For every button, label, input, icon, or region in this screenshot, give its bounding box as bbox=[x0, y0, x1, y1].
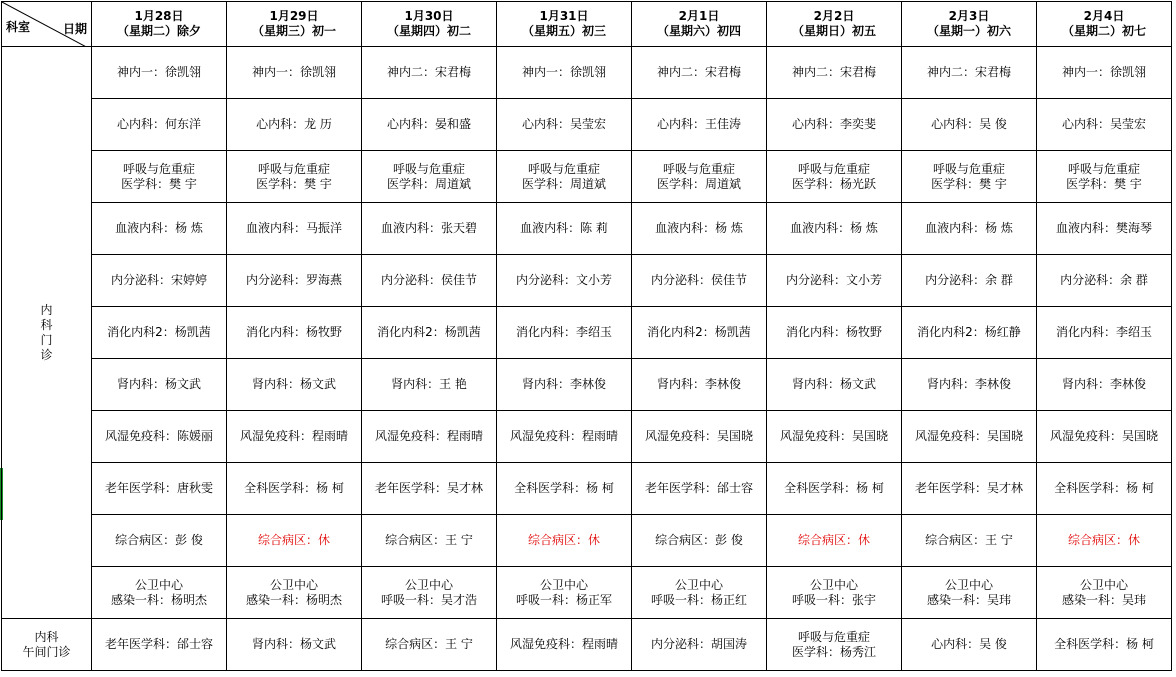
schedule-cell: 神内一：徐凯翎 bbox=[1037, 47, 1172, 99]
header-row bbox=[2, 2, 1172, 47]
schedule-cell bbox=[767, 567, 902, 619]
cell-line: 医学科：樊 宇 bbox=[1066, 176, 1142, 191]
cell-line: 公卫中心 bbox=[809, 577, 858, 592]
day-label: （星期日）初五 bbox=[791, 24, 876, 38]
schedule-cell: 血液内科：樊海琴 bbox=[1037, 203, 1172, 255]
schedule-row bbox=[2, 515, 1172, 567]
cell-line: 呼吸与危重症 bbox=[797, 629, 870, 644]
cell-line: 医学科：周道斌 bbox=[521, 176, 606, 191]
schedule-cell: 内分泌科：余 群 bbox=[902, 255, 1037, 307]
schedule-cell: 内分泌科：罗海燕 bbox=[227, 255, 362, 307]
schedule-row bbox=[2, 99, 1172, 151]
schedule-cell: 消化内科：杨牧野 bbox=[767, 307, 902, 359]
schedule-cell: 全科医学科：杨 柯 bbox=[1037, 619, 1172, 671]
schedule-cell: 肾内科：李林俊 bbox=[902, 359, 1037, 411]
date-header bbox=[632, 2, 767, 47]
cell-line: 公卫中心 bbox=[404, 577, 453, 592]
schedule-cell: 内分泌科：宋婷婷 bbox=[92, 255, 227, 307]
cell-line: 医学科：周道斌 bbox=[386, 176, 471, 191]
schedule-cell: 综合病区：王 宁 bbox=[362, 515, 497, 567]
schedule-cell: 消化内科：杨牧野 bbox=[227, 307, 362, 359]
schedule-cell: 全科医学科：杨 柯 bbox=[1037, 463, 1172, 515]
day-label: （星期六）初四 bbox=[656, 24, 741, 38]
schedule-cell: 神内二：宋君梅 bbox=[632, 47, 767, 99]
schedule-cell: 风湿免疫科：吴国晓 bbox=[902, 411, 1037, 463]
cell-line: 呼吸与危重症 bbox=[932, 161, 1005, 176]
schedule-cell bbox=[632, 151, 767, 203]
date-header bbox=[497, 2, 632, 47]
schedule-cell: 老年医学科：吴才林 bbox=[902, 463, 1037, 515]
schedule-cell: 综合病区：休 bbox=[227, 515, 362, 567]
schedule-cell: 心内科：吴 俊 bbox=[902, 99, 1037, 151]
cell-line: 呼吸与危重症 bbox=[392, 161, 465, 176]
dept-internal-label bbox=[2, 47, 92, 619]
schedule-cell: 消化内科2：杨凯茜 bbox=[632, 307, 767, 359]
schedule-cell: 风湿免疫科：吴国晓 bbox=[632, 411, 767, 463]
schedule-cell: 肾内科：李林俊 bbox=[632, 359, 767, 411]
schedule-cell: 肾内科：王 艳 bbox=[362, 359, 497, 411]
schedule-cell bbox=[92, 151, 227, 203]
schedule-cell: 综合病区：休 bbox=[1037, 515, 1172, 567]
cell-line: 呼吸与危重症 bbox=[797, 161, 870, 176]
schedule-cell: 消化内科2：杨红静 bbox=[902, 307, 1037, 359]
cell-line: 感染一科：吴玮 bbox=[1061, 592, 1146, 607]
schedule-cell: 内分泌科：文小芳 bbox=[497, 255, 632, 307]
schedule-cell: 神内二：宋君梅 bbox=[767, 47, 902, 99]
schedule-cell: 综合病区：王 宁 bbox=[902, 515, 1037, 567]
cell-line: 呼吸与危重症 bbox=[1067, 161, 1140, 176]
schedule-cell bbox=[362, 151, 497, 203]
schedule-cell: 心内科：晏和盛 bbox=[362, 99, 497, 151]
schedule-cell: 风湿免疫科：程雨晴 bbox=[497, 619, 632, 671]
schedule-cell bbox=[902, 567, 1037, 619]
cell-line: 医学科：樊 宇 bbox=[121, 176, 197, 191]
date-header bbox=[902, 2, 1037, 47]
dept-noon-line: 内科 bbox=[34, 629, 59, 644]
cell-line: 呼吸一科：张宇 bbox=[791, 592, 876, 607]
schedule-cell: 血液内科：杨 炼 bbox=[92, 203, 227, 255]
cell-line: 感染一科：杨明杰 bbox=[110, 592, 207, 607]
cell-line: 医学科：杨光跃 bbox=[791, 176, 876, 191]
schedule-cell: 肾内科：杨文武 bbox=[227, 619, 362, 671]
cell-line: 呼吸一科：杨正红 bbox=[650, 592, 747, 607]
cell-line: 公卫中心 bbox=[134, 577, 183, 592]
schedule-cell: 肾内科：杨文武 bbox=[767, 359, 902, 411]
schedule-cell: 血液内科：杨 炼 bbox=[902, 203, 1037, 255]
schedule-row bbox=[2, 47, 1172, 99]
schedule-row bbox=[2, 411, 1172, 463]
schedule-cell bbox=[1037, 151, 1172, 203]
schedule-cell bbox=[902, 151, 1037, 203]
noon-row bbox=[2, 619, 1172, 671]
date-header bbox=[362, 2, 497, 47]
schedule-cell: 风湿免疫科：吴国晓 bbox=[1037, 411, 1172, 463]
cell-line: 医学科：樊 宇 bbox=[256, 176, 332, 191]
schedule-cell: 全科医学科：杨 柯 bbox=[767, 463, 902, 515]
schedule-row bbox=[2, 203, 1172, 255]
schedule-row bbox=[2, 463, 1172, 515]
schedule-cell: 血液内科：陈 莉 bbox=[497, 203, 632, 255]
schedule-cell: 老年医学科：唐秋雯 bbox=[92, 463, 227, 515]
schedule-cell: 风湿免疫科：程雨晴 bbox=[362, 411, 497, 463]
dept-noon-label bbox=[2, 619, 92, 671]
date-header bbox=[1037, 2, 1172, 47]
cell-line: 呼吸一科：吴才浩 bbox=[380, 592, 477, 607]
dept-noon-line: 午间门诊 bbox=[22, 644, 71, 659]
schedule-cell bbox=[227, 567, 362, 619]
schedule-cell bbox=[767, 619, 902, 671]
cell-line: 公卫中心 bbox=[539, 577, 588, 592]
cell-line: 呼吸与危重症 bbox=[257, 161, 330, 176]
schedule-cell: 心内科：李奕斐 bbox=[767, 99, 902, 151]
schedule-cell: 血液内科：马振洋 bbox=[227, 203, 362, 255]
schedule-cell: 老年医学科：邰士容 bbox=[632, 463, 767, 515]
schedule-cell: 综合病区：王 宁 bbox=[362, 619, 497, 671]
schedule-row bbox=[2, 307, 1172, 359]
schedule-cell: 神内二：宋君梅 bbox=[902, 47, 1037, 99]
corner-cell bbox=[2, 2, 92, 47]
date-header bbox=[92, 2, 227, 47]
schedule-cell: 内分泌科：余 群 bbox=[1037, 255, 1172, 307]
schedule-cell: 心内科：吴 俊 bbox=[902, 619, 1037, 671]
schedule-cell: 心内科：吴莹宏 bbox=[1037, 99, 1172, 151]
cell-line: 医学科：周道斌 bbox=[656, 176, 741, 191]
schedule-cell bbox=[1037, 567, 1172, 619]
cell-line: 公卫中心 bbox=[1079, 577, 1128, 592]
schedule-cell: 血液内科：杨 炼 bbox=[632, 203, 767, 255]
schedule-cell: 心内科：王佳涛 bbox=[632, 99, 767, 151]
schedule-cell: 肾内科：杨文武 bbox=[92, 359, 227, 411]
schedule-cell: 内分泌科：侯佳节 bbox=[362, 255, 497, 307]
schedule-cell: 内分泌科：侯佳节 bbox=[632, 255, 767, 307]
schedule-cell bbox=[497, 567, 632, 619]
schedule-cell: 血液内科：张天碧 bbox=[362, 203, 497, 255]
schedule-cell: 神内二：宋君梅 bbox=[362, 47, 497, 99]
schedule-cell bbox=[227, 151, 362, 203]
schedule-cell: 心内科：何东洋 bbox=[92, 99, 227, 151]
date-label: 2月2日 bbox=[813, 9, 855, 23]
schedule-cell bbox=[362, 567, 497, 619]
schedule-cell: 血液内科：杨 炼 bbox=[767, 203, 902, 255]
date-label: 2月3日 bbox=[948, 9, 990, 23]
cell-line: 感染一科：杨明杰 bbox=[245, 592, 342, 607]
cell-line: 医学科：杨秀江 bbox=[791, 644, 876, 659]
cell-line: 公卫中心 bbox=[944, 577, 993, 592]
day-label: （星期二）除夕 bbox=[116, 24, 201, 38]
date-label: 2月4日 bbox=[1083, 9, 1125, 23]
schedule-cell: 神内一：徐凯翎 bbox=[227, 47, 362, 99]
schedule-cell: 心内科：龙 历 bbox=[227, 99, 362, 151]
cell-line: 呼吸与危重症 bbox=[122, 161, 195, 176]
dept-internal-text: 内科门诊 bbox=[40, 302, 53, 362]
schedule-cell: 全科医学科：杨 柯 bbox=[227, 463, 362, 515]
schedule-row bbox=[2, 151, 1172, 203]
schedule-cell: 肾内科：李林俊 bbox=[497, 359, 632, 411]
cell-line: 医学科：樊 宇 bbox=[931, 176, 1007, 191]
schedule-cell: 老年医学科：邰士容 bbox=[92, 619, 227, 671]
date-header bbox=[227, 2, 362, 47]
cell-line: 公卫中心 bbox=[269, 577, 318, 592]
date-label: 1月29日 bbox=[269, 9, 319, 23]
schedule-row bbox=[2, 567, 1172, 619]
day-label: （星期三）初一 bbox=[251, 24, 336, 38]
cell-line: 呼吸与危重症 bbox=[662, 161, 735, 176]
schedule-cell bbox=[92, 567, 227, 619]
schedule-cell: 老年医学科：吴才林 bbox=[362, 463, 497, 515]
schedule-cell: 神内一：徐凯翎 bbox=[497, 47, 632, 99]
schedule-row bbox=[2, 359, 1172, 411]
corner-date-label: 日期 bbox=[62, 22, 87, 36]
schedule-cell: 肾内科：杨文武 bbox=[227, 359, 362, 411]
schedule-cell: 综合病区：休 bbox=[767, 515, 902, 567]
date-header bbox=[767, 2, 902, 47]
schedule-cell: 肾内科：李林俊 bbox=[1037, 359, 1172, 411]
schedule-cell bbox=[632, 567, 767, 619]
schedule-cell: 风湿免疫科：程雨晴 bbox=[227, 411, 362, 463]
cell-line: 公卫中心 bbox=[674, 577, 723, 592]
schedule-cell: 消化内科2：杨凯茜 bbox=[362, 307, 497, 359]
schedule-cell: 心内科：吴莹宏 bbox=[497, 99, 632, 151]
cell-line: 呼吸与危重症 bbox=[527, 161, 600, 176]
corner-dept-label: 科室 bbox=[6, 20, 31, 34]
schedule-cell: 综合病区：彭 俊 bbox=[632, 515, 767, 567]
schedule-cell: 风湿免疫科：陈媛丽 bbox=[92, 411, 227, 463]
schedule-cell: 消化内科：李绍玉 bbox=[1037, 307, 1172, 359]
date-label: 2月1日 bbox=[678, 9, 720, 23]
schedule-cell: 全科医学科：杨 柯 bbox=[497, 463, 632, 515]
day-label: （星期一）初六 bbox=[926, 24, 1011, 38]
schedule-cell: 综合病区：休 bbox=[497, 515, 632, 567]
cell-line: 呼吸一科：杨正军 bbox=[515, 592, 612, 607]
day-label: （星期二）初七 bbox=[1061, 24, 1146, 38]
schedule-cell bbox=[497, 151, 632, 203]
date-label: 1月31日 bbox=[539, 9, 589, 23]
schedule-cell bbox=[767, 151, 902, 203]
schedule-cell: 消化内科2：杨凯茜 bbox=[92, 307, 227, 359]
schedule-cell: 风湿免疫科：吴国晓 bbox=[767, 411, 902, 463]
schedule-cell: 内分泌科：文小芳 bbox=[767, 255, 902, 307]
day-label: （星期五）初三 bbox=[521, 24, 606, 38]
schedule-cell: 消化内科：李绍玉 bbox=[497, 307, 632, 359]
cell-line: 感染一科：吴玮 bbox=[926, 592, 1011, 607]
schedule-cell: 神内一：徐凯翎 bbox=[92, 47, 227, 99]
schedule-cell: 综合病区：彭 俊 bbox=[92, 515, 227, 567]
schedule-table bbox=[1, 1, 1172, 671]
schedule-cell: 风湿免疫科：程雨晴 bbox=[497, 411, 632, 463]
date-label: 1月30日 bbox=[404, 9, 454, 23]
date-label: 1月28日 bbox=[134, 9, 184, 23]
schedule-cell: 内分泌科：胡国涛 bbox=[632, 619, 767, 671]
schedule-row bbox=[2, 255, 1172, 307]
day-label: （星期四）初二 bbox=[386, 24, 471, 38]
